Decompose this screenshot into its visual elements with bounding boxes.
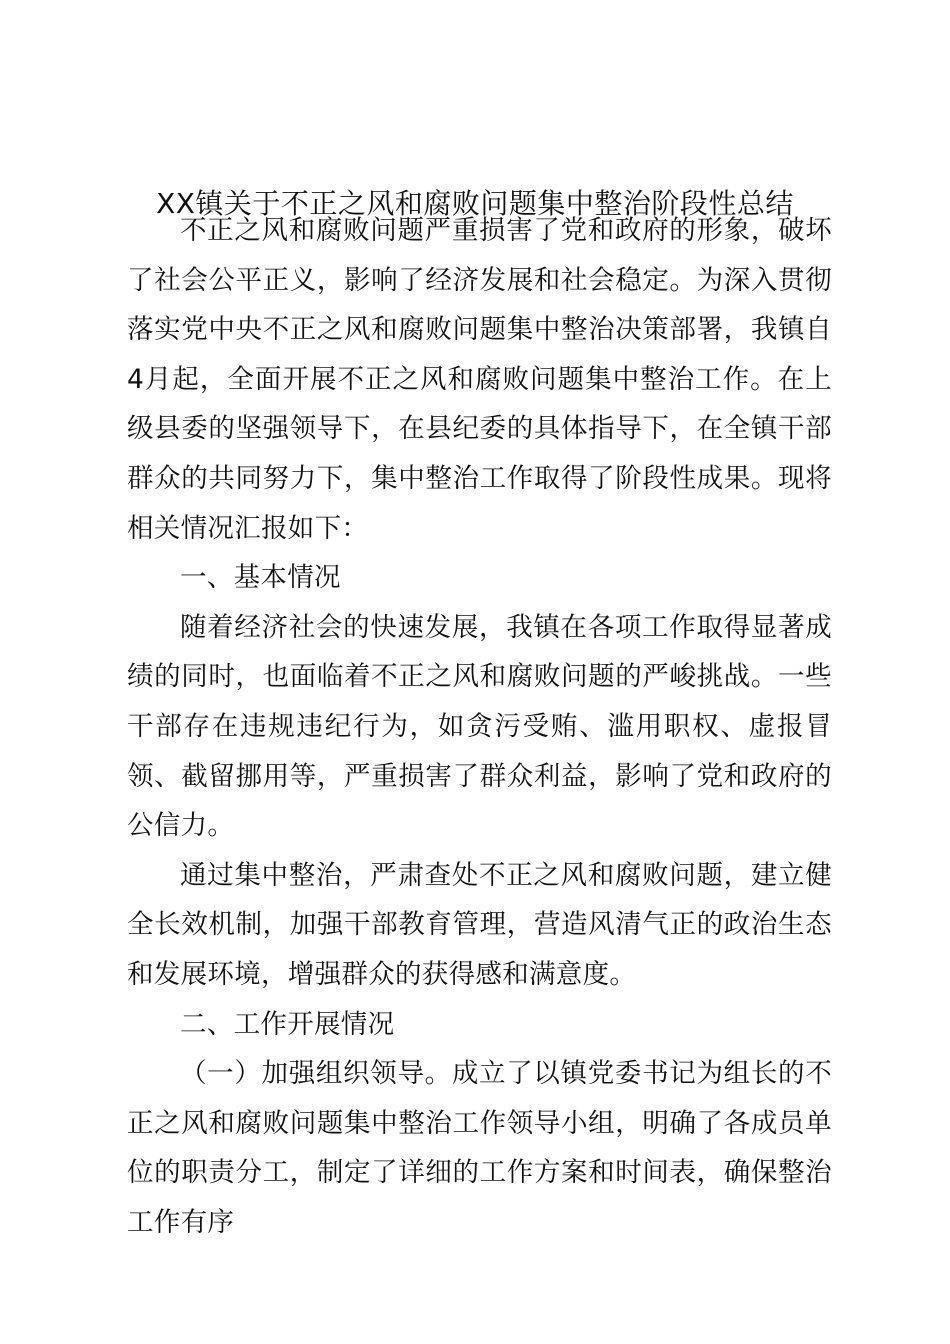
paragraph-goals: 通过集中整治，严肃查处不正之风和腐败问题，建立健全长效机制，加强干部教育管理，营造风清气正的政治生态和发展环境，增强群众的获得感和满意度。 xyxy=(127,859,832,990)
section-heading-work-progress: 二、工作开展情况 xyxy=(180,1008,395,1040)
paragraph-organization: （一）加强组织领导。成立了以镇党委书记为组长的不正之风和腐败问题集中整治工作领导小组，明确了各成员单位的职责分工，制定了详细的工作方案和时间表，确保整治工作有序 xyxy=(127,1058,832,1238)
paragraph-intro: 不正之风和腐败问题严重损害了党和政府的形象，破坏了社会公平正义，影响了经济发展和社会稳定。为深入贯彻落实党中央不正之风和腐败问题集中整治决策部署，我镇自4月起，全面开展不正之风和腐败问题集中整治工作。在上级县委的坚强领导下，在县纪委的具体指导下，在全镇干部群众的共同努力下，集中整治工作取得了阶段性成果。现将相关情况汇报如下： xyxy=(127,215,832,544)
document-body xyxy=(127,206,832,1247)
section-heading-basic-situation: 一、基本情况 xyxy=(180,562,341,594)
paragraph-situation: 随着经济社会的快速发展，我镇在各项工作取得显著成绩的同时，也面临着不正之风和腐败问题的严峻挑战。一些干部存在违规违纪行为，如贪污受贿、滥用职权、虚报冒领、截留挪用等，严重损害了群众利益，影响了党和政府的公信力。 xyxy=(127,611,832,842)
document-title: XX镇关于不正之风和腐败问题集中整治阶段性总结 xyxy=(156,187,794,220)
